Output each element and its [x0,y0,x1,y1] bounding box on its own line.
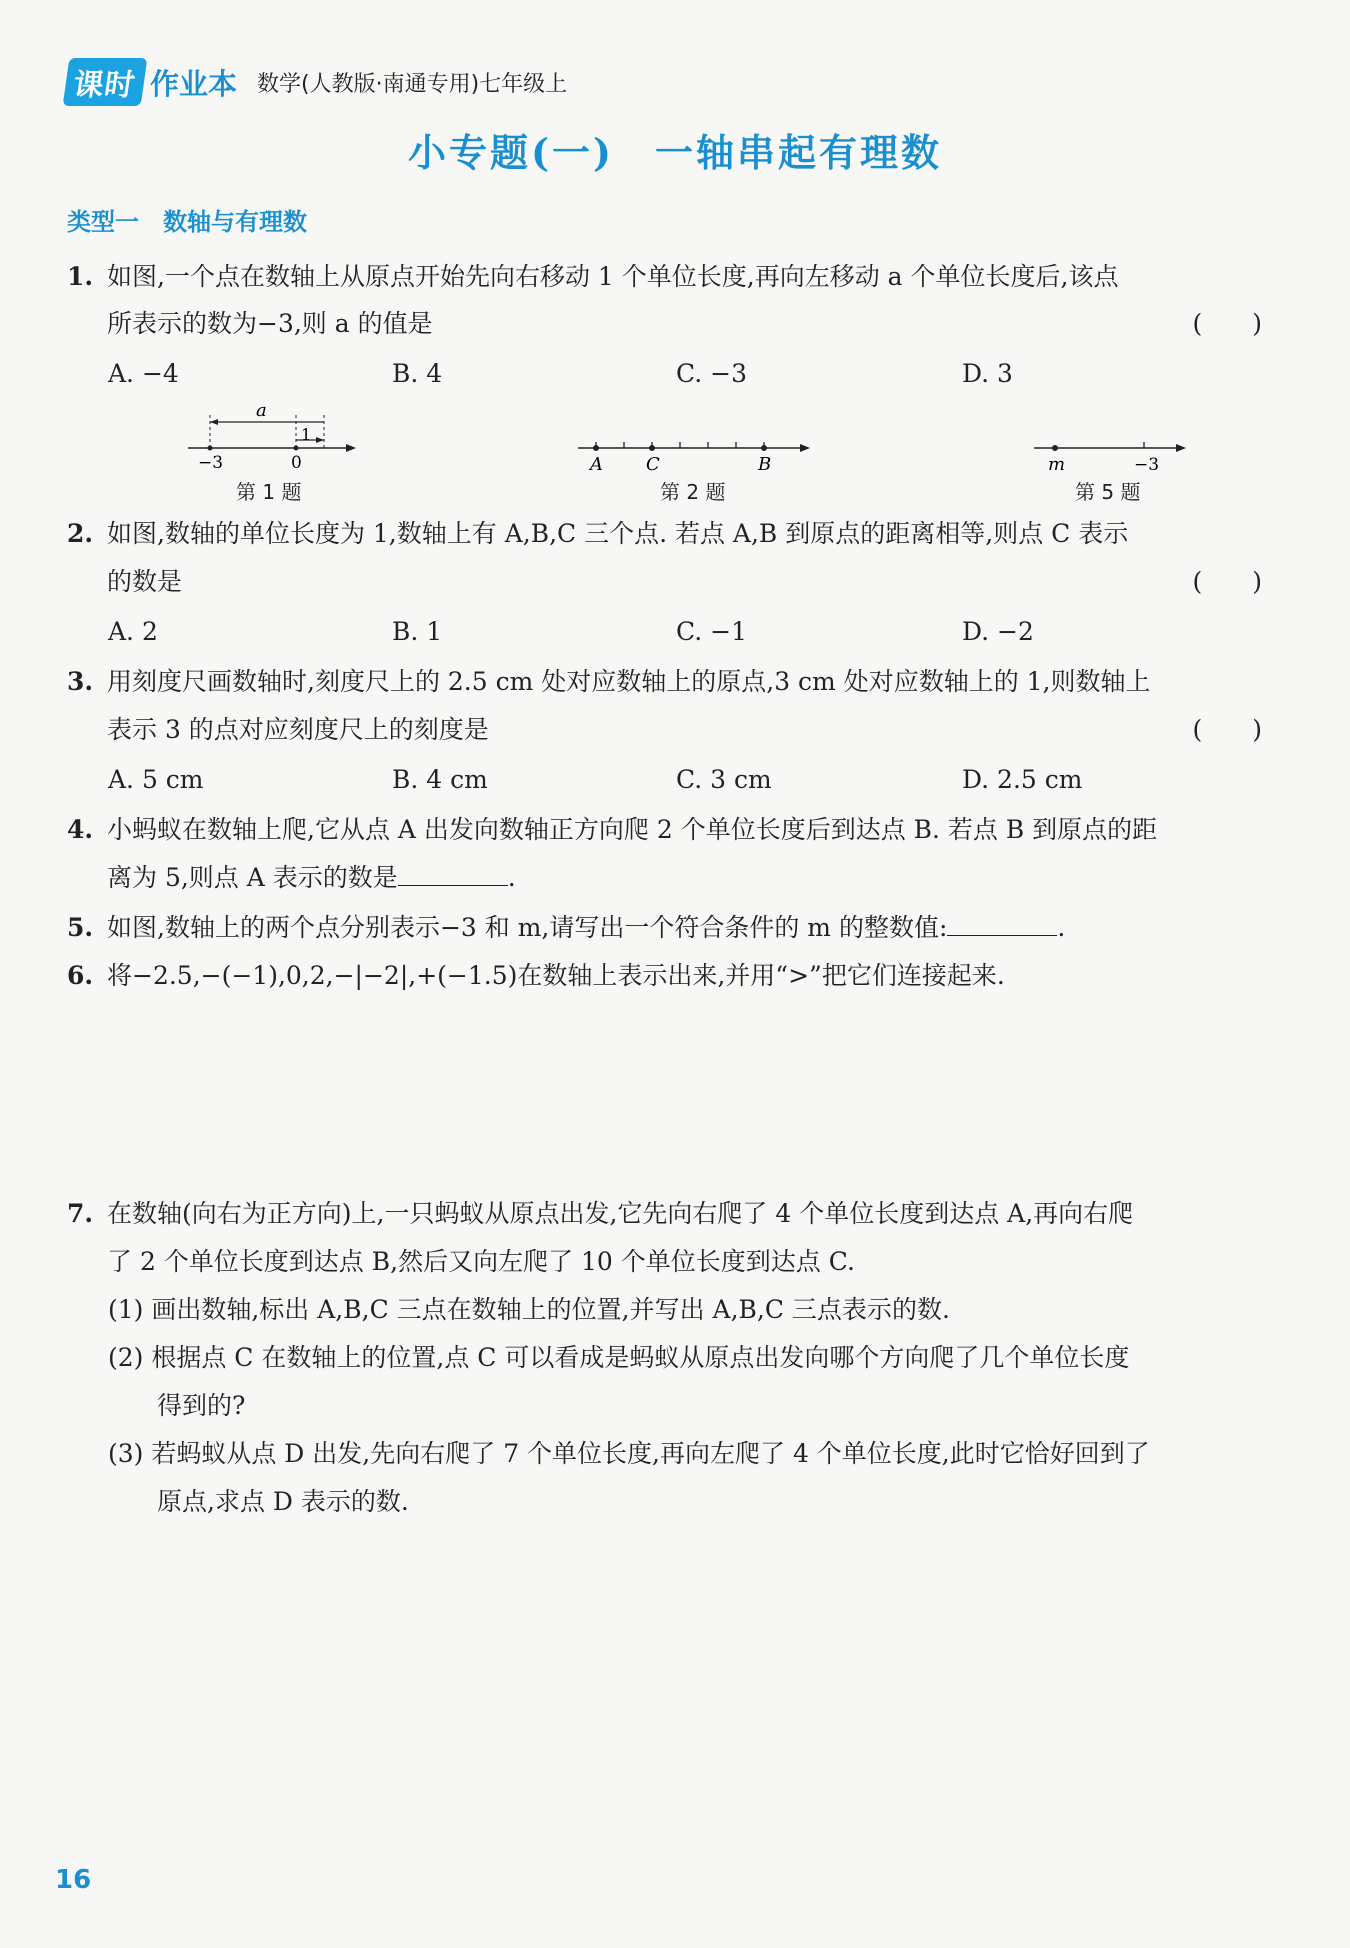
header-brand [66,58,567,106]
question-number: 6. [67,961,94,990]
tick-label-0: 0 [291,453,302,468]
option-b: B. 4 cm [392,765,488,794]
figure-2-caption: 第 2 题 [660,480,726,504]
question-text: 所表示的数为−3,则 a 的值是 [107,309,433,338]
option-b: B. 1 [392,617,443,646]
point-label-c: C [646,454,660,474]
option-c: C. −1 [676,617,747,646]
question-text: 如图,一个点在数轴上从原点开始先向右移动 1 个单位长度,再向左移动 a 个单位长度后,该点 [107,262,1119,291]
figure-2-number-line [574,432,814,474]
option-a: A. −4 [108,359,179,388]
subquestion-2: (2) 根据点 C 在数轴上的位置,点 C 可以看成是蚂蚁从原点出发向哪个方向爬了几个单位长度 [108,1343,1130,1372]
question-text: 表示 3 的点对应刻度尺上的刻度是 [107,715,489,744]
subquestion-2-cont: 得到的? [157,1391,246,1420]
option-d: D. 3 [962,359,1013,388]
page-number: 16 [55,1865,92,1895]
answer-blank[interactable] [398,860,508,886]
option-b: B. 4 [392,359,443,388]
option-a: A. 5 cm [108,765,204,794]
question-number: 1. [67,262,94,291]
label-1: 1 [301,425,312,444]
brand-name: 作业本 [150,66,238,101]
question-text: 将−2.5,−(−1),0,2,−|−2|,+(−1.5)在数轴上表示出来,并用“>”把它们连接起来. [107,961,1005,990]
option-c: C. 3 cm [676,765,772,794]
option-d: D. −2 [962,617,1034,646]
tick-label-minus3: −3 [1134,455,1160,474]
question-text: 了 2 个单位长度到达点 B,然后又向左爬了 10 个单位长度到达点 C. [107,1247,855,1276]
tick-label-minus3: −3 [198,453,224,468]
question-text: 离为 5,则点 A 表示的数是 [107,863,398,892]
subject-label: 数学(人教版·南通专用)七年级上 [257,71,568,97]
option-d: D. 2.5 cm [962,765,1083,794]
point-label-m: m [1048,454,1066,474]
option-a: A. 2 [108,617,158,646]
question-text: 小蚂蚁在数轴上爬,它从点 A 出发向数轴正方向爬 2 个单位长度后到达点 B. 若点 B 到原点的距 [107,815,1158,844]
question-number: 5. [67,913,94,942]
question-number: 7. [67,1199,94,1228]
point-label-b: B [758,454,772,474]
punctuation: . [1057,913,1066,942]
answer-bracket: ( ) [1192,715,1262,744]
question-number: 2. [67,519,94,548]
page-title: 小专题(一) 一轴串起有理数 [408,130,942,175]
subquestion-3-cont: 原点,求点 D 表示的数. [157,1487,409,1516]
punctuation: . [507,863,516,892]
question-text: 在数轴(向右为正方向)上,一只蚂蚁从原点出发,它先向右爬了 4 个单位长度到达点 A,再向右爬 [107,1199,1134,1228]
figure-5-caption: 第 5 题 [1075,480,1141,504]
question-text: 如图,数轴上的两个点分别表示−3 和 m,请写出一个符合条件的 m 的整数值: [107,913,948,942]
question-number: 4. [67,815,94,844]
answer-bracket: ( ) [1192,567,1262,596]
question-text: 用刻度尺画数轴时,刻度尺上的 2.5 cm 处对应数轴上的原点,3 cm 处对应数轴上的 1,则数轴上 [107,667,1151,696]
label-a: a [256,400,267,421]
subquestion-1: (1) 画出数轴,标出 A,B,C 三点在数轴上的位置,并写出 A,B,C 三点表示的数. [108,1295,950,1324]
question-text: 如图,数轴的单位长度为 1,数轴上有 A,B,C 三个点. 若点 A,B 到原点的距离相等,则点 C 表示 [107,519,1129,548]
answer-bracket: ( ) [1192,309,1262,338]
section-heading: 类型一 数轴与有理数 [67,208,307,236]
figure-1-number-line [180,398,360,468]
point-label-a: A [590,454,603,474]
figure-1-caption: 第 1 题 [236,480,302,504]
question-text: 的数是 [107,567,183,596]
subquestion-3: (3) 若蚂蚁从点 D 出发,先向右爬了 7 个单位长度,再向左爬了 4 个单位长度,此时它恰好回到了 [108,1439,1150,1468]
answer-blank[interactable] [947,910,1057,936]
question-number: 3. [67,667,94,696]
figure-5-number-line [1030,432,1190,474]
brand-logo: 课时 [63,58,148,106]
option-c: C. −3 [676,359,747,388]
